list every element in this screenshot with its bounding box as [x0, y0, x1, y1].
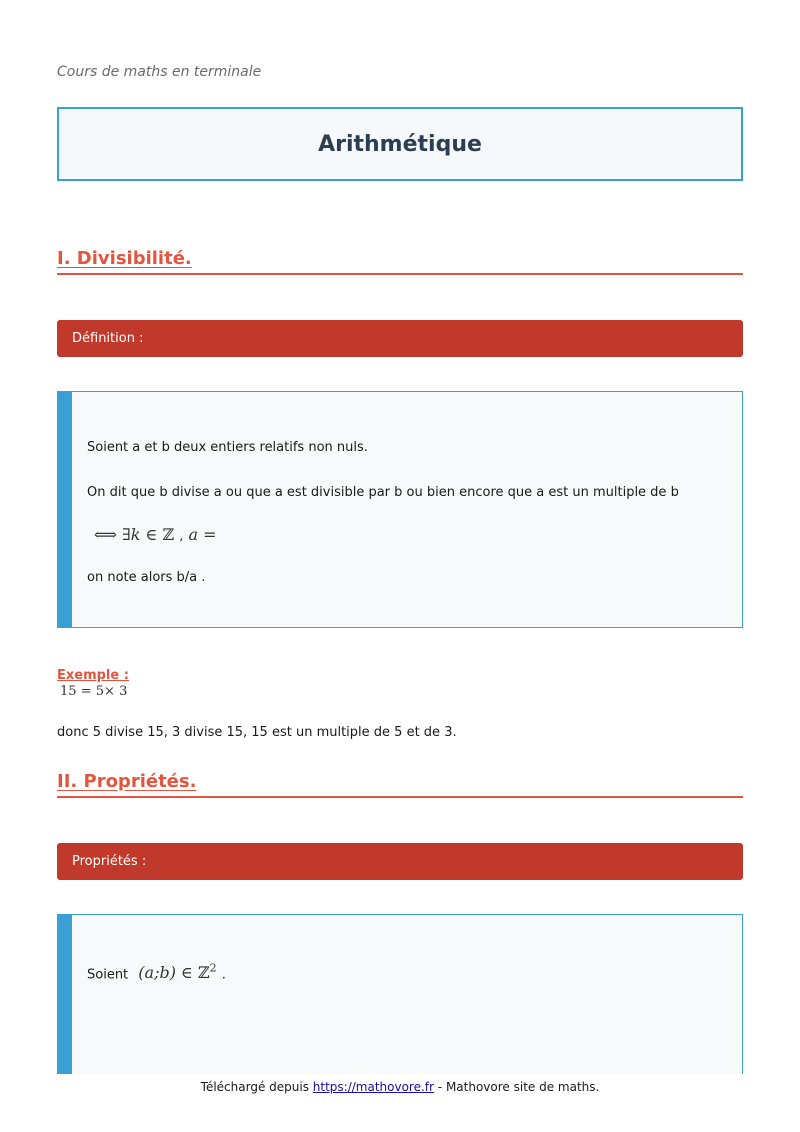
example-label: Exemple :	[57, 668, 129, 683]
properties-intro-line: Soient (a;b) ∈ ℤ$^2$ .	[87, 962, 226, 983]
title-box	[57, 107, 743, 181]
definition-label: Définition :	[72, 331, 144, 346]
definition-box	[57, 391, 743, 628]
properties-label: Propriétés :	[72, 854, 147, 869]
properties-bar	[57, 843, 743, 880]
page-title: Arithmétique	[318, 131, 482, 157]
properties-formula: (a;b) ∈ ℤ$^2$	[138, 962, 217, 983]
footer-suffix: - Mathovore site de maths.	[437, 1080, 600, 1094]
definition-line-1: Soient a et b deux entiers relatifs non nuls.	[87, 440, 368, 455]
definition-formula: ⟺ ∃k ∈ ℤ , a =	[94, 525, 217, 544]
example-formula: 15 = 5× 3	[60, 684, 128, 699]
properties-box	[57, 914, 743, 1074]
definition-line-3: on note alors b/a .	[87, 570, 206, 585]
definition-line-2: On dit que b divise a ou que a est divisible par b ou bien encore que a est un multiple de b	[87, 485, 679, 500]
footer	[0, 1080, 800, 1094]
example-conclusion: donc 5 divise 15, 3 divise 15, 15 est un multiple de 5 et de 3.	[57, 725, 457, 740]
section-heading-divisibilite: I. Divisibilité.	[57, 248, 743, 275]
footer-prefix: Téléchargé depuis	[200, 1080, 309, 1094]
course-subtitle: Cours de maths en terminale	[57, 64, 262, 80]
footer-link[interactable]: https://mathovore.fr	[312, 1080, 434, 1094]
section-heading-proprietes: II. Propriétés.	[57, 771, 743, 798]
definition-bar	[57, 320, 743, 357]
